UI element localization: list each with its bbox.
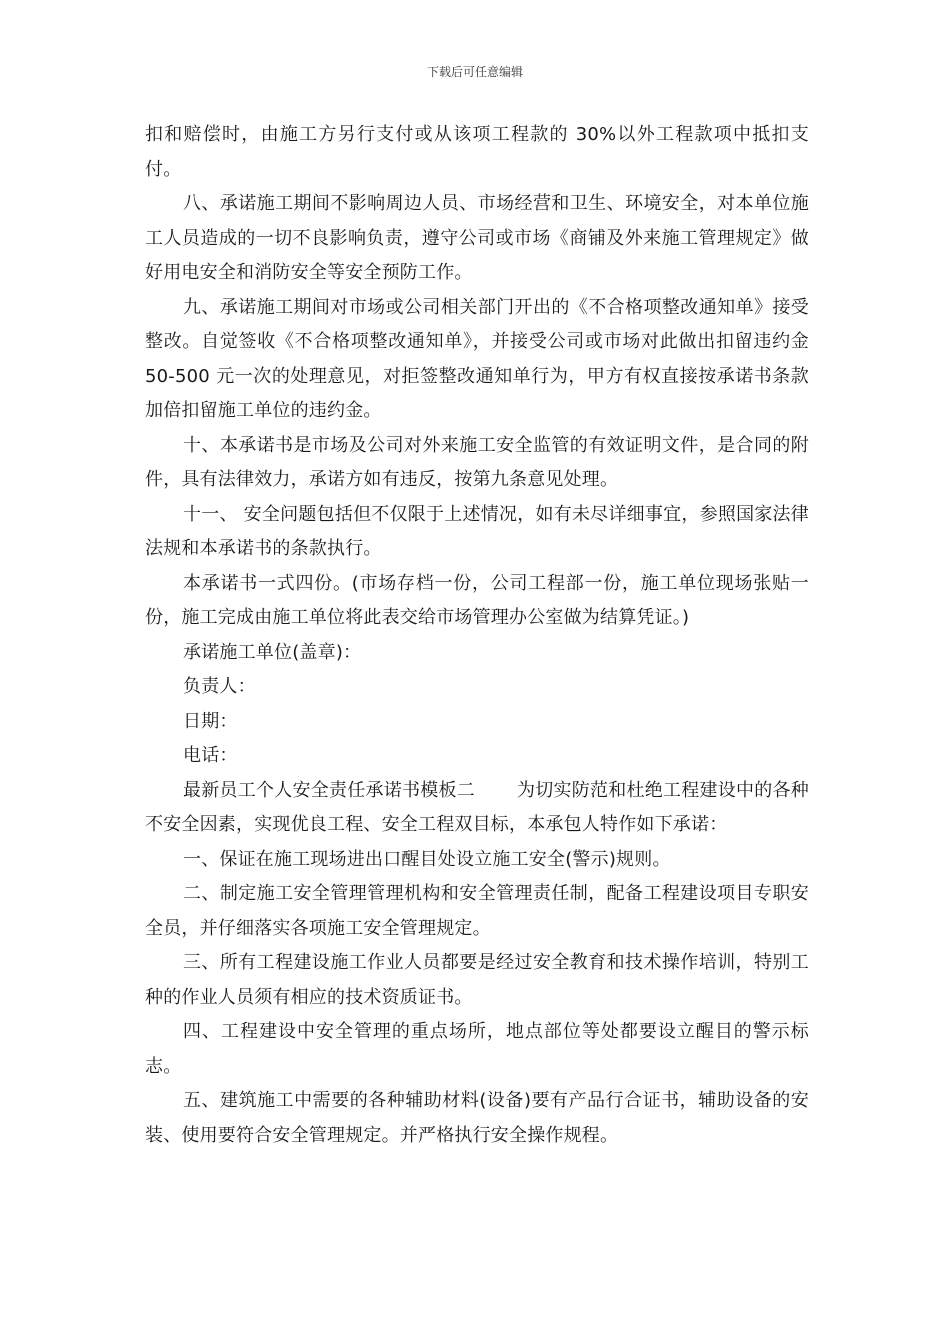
template2-item-5: 五、建筑施工中需要的各种辅助材料(设备)要有产品行合证书，辅助设备的安装、使用要符合安全管理规定。并严格执行安全操作规程。 [145,1090,809,1146]
clause-11: 十一、 安全问题包括但不仅限于上述情况，如有未尽详细事宜，参照国家法律法规和本承诺书的条款执行。 [145,503,809,559]
template2-intro-paragraph [145,774,809,843]
clause-10: 十、本承诺书是市场及公司对外来施工安全监管的有效证明文件，是合同的附件，具有法律效力，承诺方如有违反，按第九条意见处理。 [145,434,809,490]
signature-date: 日期： [183,710,238,732]
signature-person: 负责人： [183,676,256,697]
signature-phone: 电话： [183,745,238,766]
clause-9: 九、承诺施工期间对市场或公司相关部门开出的《不合格项整改通知单》接受整改。自觉签收《不合格项整改通知单》，并接受公司或市场对此做出扣留违约金 50-500 元一次的处理意见，对拒签整改通知单行为，甲方有权直接按承诺书条款加倍扣留施工单位的违约金。 [145,296,809,421]
template2-intro: 为切实防范和杜绝工程建设中的各种不安全因素，实现优良工程、安全工程双目标，本承包人特作如下承诺： [145,779,809,835]
signature-unit: 承诺施工单位(盖章)： [183,641,362,663]
copies-note: 本承诺书一式四份。(市场存档一份，公司工程部一份，施工单位现场张贴一份，施工完成由施工单位将此表交给市场管理办公室做为结算凭证。) [145,572,809,628]
template2-item-4: 四、工程建设中安全管理的重点场所，地点部位等处都要设立醒目的警示标志。 [145,1021,809,1077]
paragraph-continuation: 扣和赔偿时，由施工方另行支付或从该项工程款的 30%以外工程款项中抵扣支付。 [145,124,809,180]
clause-8: 八、承诺施工期间不影响周边人员、市场经营和卫生、环境安全，对本单位施工人员造成的一切不良影响负责，遵守公司或市场《商铺及外来施工管理规定》做好用电安全和消防安全等安全预防工作。 [145,193,809,283]
template2-item-2: 二、制定施工安全管理管理机构和安全管理责任制，配备工程建设项目专职安全员，并仔细落实各项施工安全管理规定。 [145,883,809,939]
document-body [145,118,809,1153]
template2-item-3: 三、所有工程建设施工作业人员都要是经过安全教育和技术操作培训，特别工种的作业人员须有相应的技术资质证书。 [145,952,809,1008]
template2-title: 最新员工个人安全责任承诺书模板二 [183,779,475,801]
page-header: 下载后可任意编辑 [426,65,523,79]
template2-item-1: 一、保证在施工现场进出口醒目处设立施工安全(警示)规则。 [183,848,671,870]
